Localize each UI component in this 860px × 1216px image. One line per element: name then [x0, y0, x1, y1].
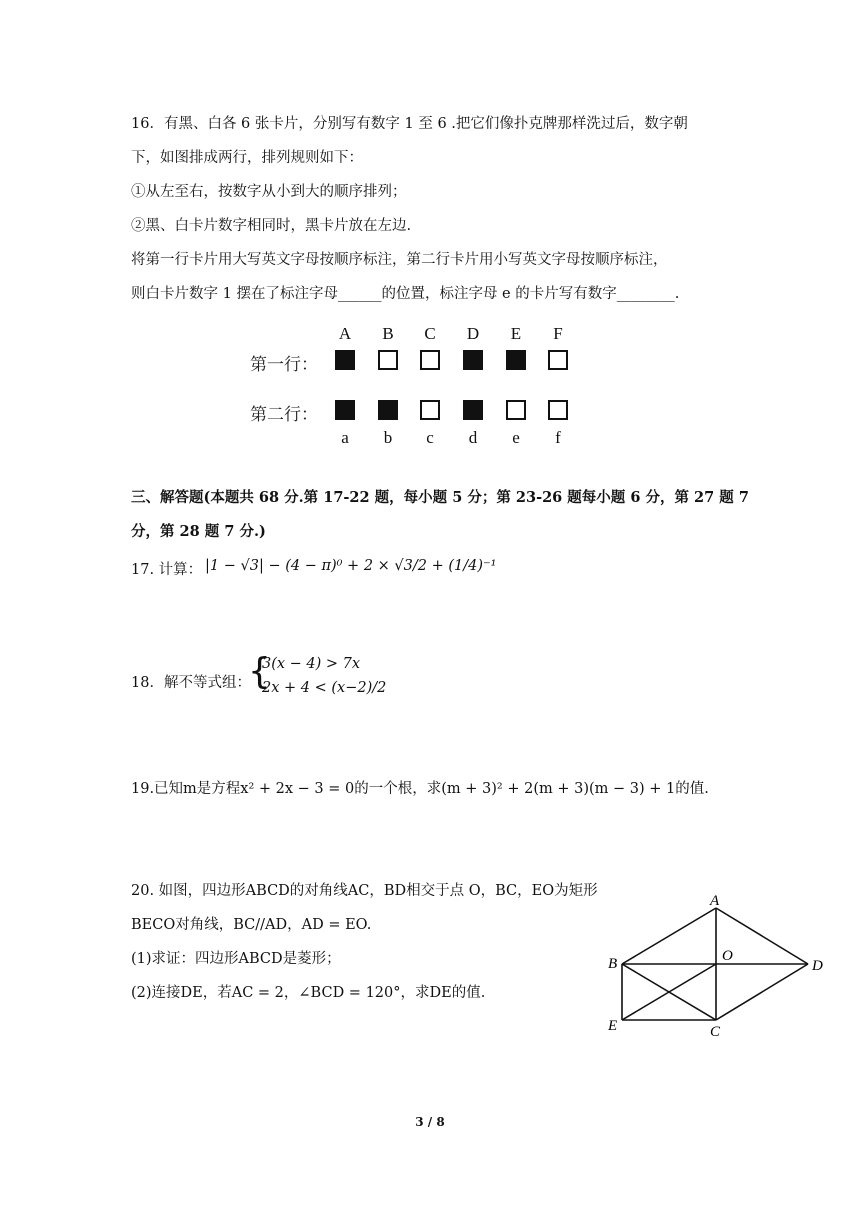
upper-letter-c: C	[424, 324, 436, 343]
point-label-b: B	[608, 956, 618, 972]
segment-ab	[622, 908, 716, 964]
page-number: 3 / 8	[415, 1115, 445, 1129]
q16-rule-2: ②黑、白卡片数字相同时，黑卡片放在左边.	[131, 218, 412, 234]
rhombus-figure	[600, 892, 840, 1052]
row2-card-2	[378, 400, 398, 420]
lower-letter-f: f	[555, 428, 561, 447]
row1-card-1	[335, 350, 355, 370]
q17-expression: |1 − √3| − (4 − π)⁰ + 2 × √3/2 + (1/4)⁻¹	[205, 558, 497, 574]
row1-card-2	[378, 350, 398, 370]
lower-letter-e: e	[512, 428, 520, 447]
lower-letter-a: a	[341, 428, 349, 447]
q18-brace: {	[248, 651, 271, 692]
row1-card-6	[548, 350, 568, 370]
q16-line-6: 则白卡片数字 1 摆在了标注字母______的位置，标注字母 e 的卡片写有数字________.	[131, 286, 680, 302]
lower-letter-b: b	[383, 428, 393, 447]
row1-card-5	[506, 350, 526, 370]
q20-line-3: (1)求证：四边形ABCD是菱形；	[131, 951, 341, 967]
card-figure	[246, 322, 586, 452]
point-label-e: E	[608, 1018, 618, 1034]
upper-letter-d: D	[466, 324, 480, 343]
q16-line-1: 16．有黑、白各 6 张卡片，分别写有数字 1 至 6 .把它们像扑克牌那样洗过后，数字朝	[131, 116, 688, 132]
section-3-heading-line-2: 分，第 28 题 7 分.)	[131, 523, 266, 540]
q16-line-5: 将第一行卡片用大写英文字母按顺序标注，第二行卡片用小写英文字母按顺序标注，	[131, 252, 668, 268]
row2-card-1	[335, 400, 355, 420]
row1-label: 第一行：	[250, 355, 318, 375]
q20-line-4: (2)连接DE，若AC = 2，∠BCD = 120°，求DE的值.	[131, 985, 486, 1001]
row2-card-5	[506, 400, 526, 420]
row1-card-3	[420, 350, 440, 370]
point-label-a: A	[710, 893, 720, 909]
point-label-d: D	[812, 958, 823, 974]
q20-line-2: BECO对角线，BC//AD，AD = EO.	[131, 917, 372, 933]
q18-inequality-2: 2x + 4 < (x−2)/2	[262, 680, 387, 696]
row2-card-3	[420, 400, 440, 420]
row2-label: 第二行：	[250, 405, 318, 425]
q20-line-1: 20. 如图，四边形ABCD的对角线AC，BD相交于点 O，BC，EO为矩形	[131, 883, 598, 899]
point-label-c: C	[710, 1024, 721, 1040]
lower-letter-d: d	[468, 428, 478, 447]
q18-label: 18．解不等式组：	[131, 675, 251, 691]
point-label-o: O	[722, 948, 733, 964]
q17-label: 17. 计算：	[131, 562, 203, 578]
q16-line-2: 下，如图排成两行，排列规则如下：	[131, 150, 363, 166]
row2-card-6	[548, 400, 568, 420]
lower-letter-c: c	[426, 428, 434, 447]
upper-letter-e: E	[510, 324, 522, 343]
q16-rule-1: ①从左至右，按数字从小到大的顺序排列；	[131, 184, 407, 200]
q18-inequality-1: 3(x − 4) > 7x	[262, 656, 361, 672]
upper-letter-f: F	[553, 324, 563, 343]
section-3-heading-line-1: 三、解答题(本题共 68 分.第 17-22 题，每小题 5 分；第 23-26 题每小题 6 分，第 27 题 7	[131, 489, 749, 506]
row2-card-4	[463, 400, 483, 420]
upper-letter-b: B	[382, 324, 394, 343]
upper-letter-a: A	[338, 324, 352, 343]
segment-cd	[716, 964, 808, 1020]
row1-card-4	[463, 350, 483, 370]
q19-text: 19.已知m是方程x² + 2x − 3 = 0的一个根，求(m + 3)² + 2(m + 3)(m − 3) + 1的值.	[131, 781, 709, 797]
